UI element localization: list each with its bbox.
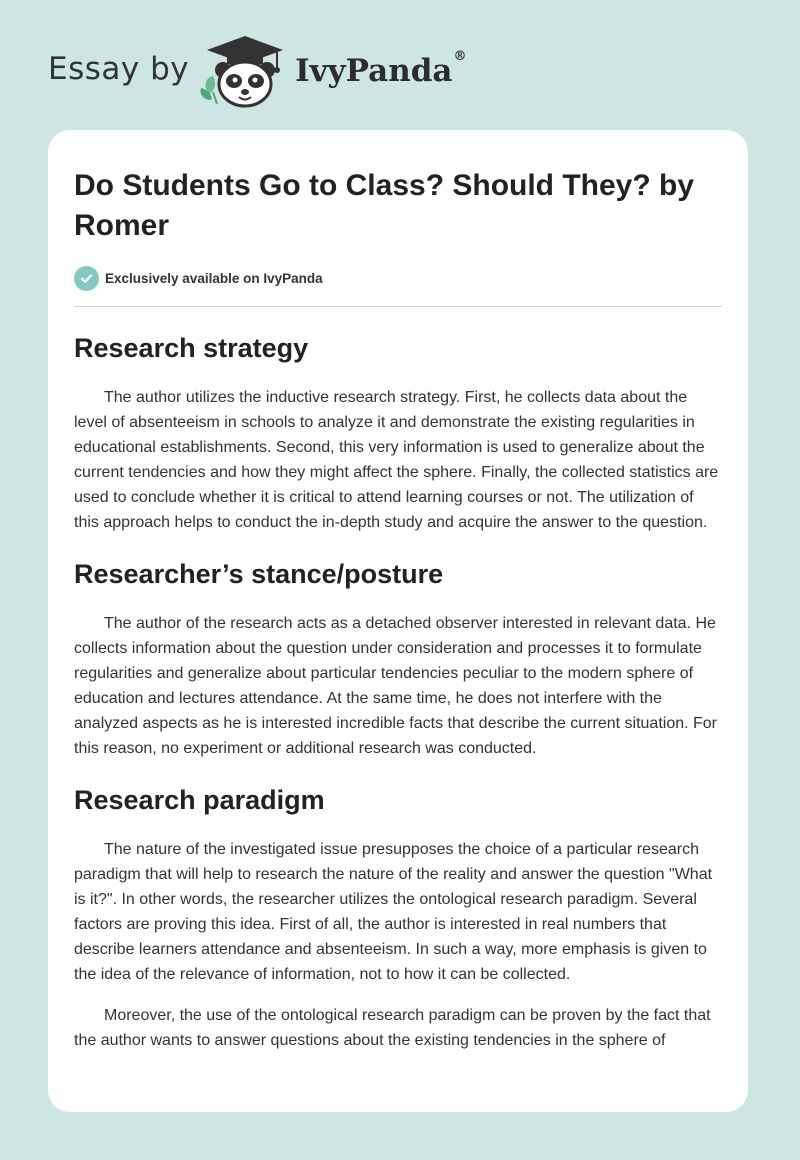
section-paragraph: The author of the research acts as a detached observer interested in relevant data. He collects information about the question under consideration and processes it to formulate regularities and generalize about particular tendencies peculiar to the modern sphere of education and lectures attendance. At the same time, he does not interfere with the analyzed aspects as he is interested incredible facts that describe the current situation. For this reason, no experiment or additional research was conducted. xyxy=(74,615,718,757)
brand-prefix: Essay by xyxy=(48,51,190,87)
article-title: Do Students Go to Class? Should They? by Romer xyxy=(74,169,695,242)
section-heading: Research paradigm xyxy=(74,785,325,815)
registered-mark: ® xyxy=(453,49,467,64)
brand-header[interactable] xyxy=(48,34,467,110)
section-heading: Researcher’s stance/posture xyxy=(74,559,444,589)
section-paragraph: Moreover, the use of the ontological research paradigm can be proven by the fact that the author wants to answer questions about the existing tendencies in the sphere of xyxy=(74,1007,711,1049)
section-heading: Research strategy xyxy=(74,333,309,363)
check-icon xyxy=(74,266,99,291)
exclusive-badge xyxy=(74,266,722,291)
article-card xyxy=(48,130,748,1112)
badge-text: Exclusively available on IvyPanda xyxy=(105,271,323,286)
divider xyxy=(74,306,722,307)
panda-graduate-icon xyxy=(197,34,293,110)
section-paragraph: The nature of the investigated issue presupposes the choice of a particular research paradigm that will help to research the nature of the reality and answer the question "What is it?". In other words, the researcher utilizes the ontological research paradigm. Several factors are proving this idea. First of all, the author is interested in real numbers that describe learners attendance and absenteeism. In such a way, more emphasis is given to the idea of the relevance of information, not to how it can be collected. xyxy=(74,841,713,983)
brand-name: IvyPanda® xyxy=(295,49,467,89)
section-paragraph: The author utilizes the inductive research strategy. First, he collects data about the level of absenteeism in schools to analyze it and demonstrate the existing regularities in educational establishments. Second, this very information is used to generalize about the current tendencies and how they might affect the sphere. Finally, the collected statistics are used to conclude whether it is critical to attend learning courses or not. The utilization of this approach helps to conduct the in-depth study and acquire the answer to the question. xyxy=(74,389,719,531)
